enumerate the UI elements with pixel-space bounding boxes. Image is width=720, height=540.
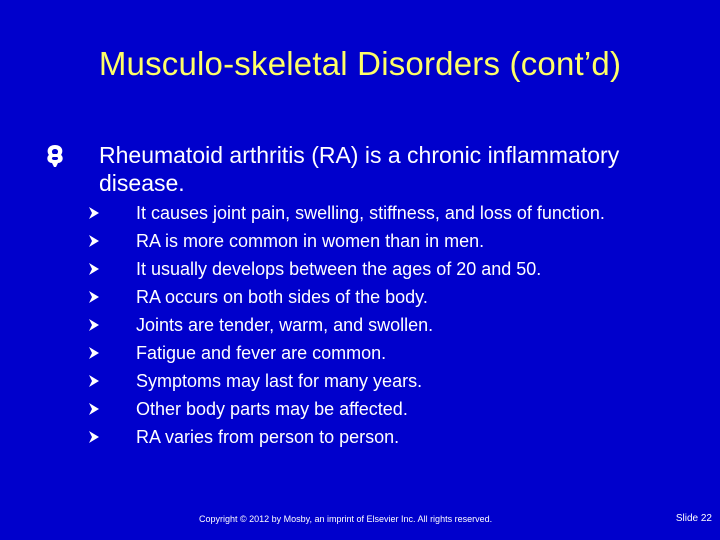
sub-bullet-item [88, 229, 648, 253]
arrowhead-bullet-icon [88, 206, 100, 220]
arrowhead-bullet-icon [88, 290, 100, 304]
sub-bullet-item [88, 341, 648, 365]
arrowhead-bullet-icon [88, 346, 100, 360]
main-bullet-text: Rheumatoid arthritis (RA) is a chronic inflammatory disease. [99, 142, 620, 196]
sub-bullet-list [88, 201, 648, 453]
sub-bullet-text: Fatigue and fever are common. [136, 343, 387, 363]
sub-bullet-item [88, 201, 648, 225]
arrowhead-bullet-icon [88, 234, 100, 248]
copyright-footer: Copyright © 2012 by Mosby, an imprint of Elsevier Inc. All rights reserved. [199, 514, 493, 524]
sub-bullet-text: RA varies from person to person. [136, 427, 400, 447]
sub-bullet-text: Other body parts may be affected. [136, 399, 408, 419]
sub-bullet-text: It usually develops between the ages of 20 and 50. [136, 259, 542, 279]
sub-bullet-item [88, 313, 648, 337]
sub-bullet-item [88, 425, 648, 449]
arrowhead-bullet-icon [88, 318, 100, 332]
slide-title: Musculo-skeletal Disorders (cont’d) [98, 45, 622, 82]
slide-number: Slide 22 [675, 513, 712, 524]
sub-bullet-text: Joints are tender, warm, and swollen. [136, 315, 434, 335]
arrowhead-bullet-icon [88, 262, 100, 276]
sub-bullet-item [88, 397, 648, 421]
sub-bullet-text: RA is more common in women than in men. [136, 231, 485, 251]
sub-bullet-text: Symptoms may last for many years. [136, 371, 423, 391]
arrowhead-bullet-icon [88, 430, 100, 444]
sub-bullet-text: It causes joint pain, swelling, stiffness, and loss of function. [136, 203, 605, 223]
sub-bullet-text: RA occurs on both sides of the body. [136, 287, 428, 307]
arrowhead-bullet-icon [88, 402, 100, 416]
sub-bullet-item [88, 257, 648, 281]
arrowhead-bullet-icon [88, 374, 100, 388]
sub-bullet-item [88, 369, 648, 393]
sub-bullet-item [88, 285, 648, 309]
fleuron-bullet-icon [44, 143, 66, 169]
